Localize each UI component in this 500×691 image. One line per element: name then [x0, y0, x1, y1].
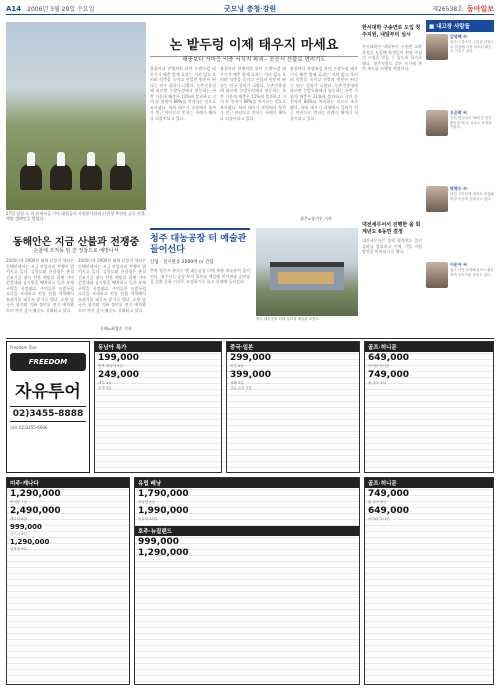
page-number: A14 — [6, 4, 22, 13]
avatar — [426, 34, 448, 60]
ad-price: 1,990,000 — [138, 506, 189, 516]
person-name: 이순자 씨 — [450, 262, 467, 267]
person-desc: 강원 원주에서 30년간 봉사활동을 해 온 공로로 표창을 받았다. — [450, 116, 492, 129]
ad-price: 199,000 — [98, 353, 139, 363]
ad-title: 중국·일본 — [227, 342, 359, 352]
travel-agency-ad[interactable] — [6, 341, 90, 473]
main-body-col3: 봄철마다 관행처럼 하던 논밭두렁 태우기가 해충 방제 효과는 거의 없고 오히려 익충을 죽이고 산불의 원인이 된다는 연구 결과가 나왔다. 농촌진흥청에 따르면 논밭두렁에서 월동하는 곤충 가운데 해충은 11%에 불과하고 거미 등 천적이 89%를 차지하는 것으로 조사됐다. 특히 태우기 과정에서 불씨가 인근 야산으로 번지는 사례가 해마다 되풀이되고 있다. — [290, 66, 358, 121]
left-subhead: 순찰에 조직동 된 군 정찰으로 예방나서 — [33, 248, 119, 254]
ad-package[interactable] — [226, 341, 360, 473]
person-desc: 충주시 청소년 수련관 관장으로 취임해 지역 청소년 활동을 이끌고 있다. — [450, 40, 494, 53]
ad-title: 골프·허니문 — [365, 342, 493, 352]
ad-price: 1,290,000 — [10, 538, 50, 546]
person-desc: 대전 시민단체 대표로 선출돼 환경 운동에 앞장서고 있다. — [450, 192, 494, 201]
ad-price: 249,000 — [98, 370, 139, 380]
newspaper-logo: 동아일보 — [466, 3, 494, 13]
ad-package[interactable] — [364, 341, 494, 473]
person-desc: 청주 지역 문화해설사로 활동하며 향토사를 알리고 있다. — [450, 268, 494, 277]
person-name: 김영배 씨 — [450, 34, 467, 39]
ad-line: 미서부 7일 — [10, 500, 27, 504]
concert-headline: 청주 대농공장 터 예술관 들어선다 — [150, 234, 247, 255]
ad-line: 사이판 허니문 — [368, 364, 390, 368]
people-section-header: ■ 내고장 사람들 — [426, 20, 494, 32]
person-entry — [426, 110, 494, 180]
photo-caption: 27일 강원 도 의 관계자들 기마 대원들이 자원봉사단과 산림청 추진단 공동 산불예방 캠페인을 벌였다. — [6, 211, 145, 221]
ad-price: 649,000 — [368, 353, 409, 363]
freedom-logo: FREEDOM — [10, 353, 86, 371]
ad-price: 649,000 — [368, 506, 409, 516]
ad-line: 괌 골프 4일 — [368, 500, 386, 504]
concert-meta: 산업 · 전시관동 2000여 ㎡ 건립 — [150, 260, 214, 265]
ad-line: 괌 골프 4일 — [368, 381, 386, 385]
building-photo — [256, 228, 358, 316]
left-byline: 동해=최창순 기자 — [100, 326, 132, 331]
main-headline: 논 밭두렁 이제 태우지 마세요 — [150, 34, 358, 57]
ad-line: 상해 3일 — [230, 381, 244, 385]
person-entry — [426, 186, 494, 256]
ad-line: 동유럽 10일 — [138, 517, 158, 521]
right-body: 한서대학은 내달부터 구송면 교육과정을 도입해 학생들이 현장 중심의 수업을 받을 수 있도록 하기로 했다. 청주지원도 같은 시기에 관련 제도를 시행할 예정이다. — [362, 44, 422, 71]
ad-price: 1,790,000 — [138, 489, 189, 499]
horse-patrol-photo — [6, 22, 146, 210]
person-name: 박병수 씨 — [450, 186, 467, 191]
left-body-col2: 2005년과 2000년 대형 산불이 잇따른 동해안에서는 지금 산불과의 전쟁이 벌어지고 있다. 강원도와 산림청은 봄철 건조기를 맞아 산불 예방을 위해 기마 순찰대와 감시원을 배치하고 입산 통제 구역을 지정했다. 주민들은 논밭두렁 소각을 자제하고 산림 인접 지역에서 쓰레기를 태우지 않기로 했다. 소방 당국은 헬기와 진화 장비를 전진 배치했으며 야간 감시 활동도 강화하고 있다. — [78, 258, 146, 313]
issue-date: 2006년 3월 29일 수요일 — [27, 6, 95, 13]
right-headline-2: 대전세무서서 진행한 올 회계년도 6동연 결정 — [362, 222, 421, 235]
avatar — [426, 110, 448, 136]
ad-line: 남북섬 9일 — [10, 547, 27, 551]
right-body-2: 대전세무서는 올해 회계연도 결산 결과를 발표하고 지역 기업 지원 방안을 마련하기로 했다. — [362, 238, 422, 254]
person-name: 오은희 씨 — [450, 110, 467, 115]
ad-price: 1,290,000 — [138, 548, 189, 558]
ad-divider — [6, 338, 494, 339]
ad-package[interactable] — [364, 477, 494, 685]
ad-line: 사이판 허니문 — [368, 517, 390, 521]
main-subhead: 해충보다 거미등 익충 서식지 파괴 - 곳곳서 산불로 번지기도 — [182, 57, 326, 63]
issue-number: 제26538호 — [432, 6, 463, 13]
avatar — [426, 186, 448, 212]
ad-line: 큐슈 온천 3일 — [230, 386, 252, 390]
ad-line: 세부 4일 — [98, 381, 112, 385]
ad-price: 399,000 — [230, 370, 271, 380]
ad-price: 1,290,000 — [10, 489, 61, 499]
ad-line: 방콕·파타야 5일 — [98, 364, 123, 368]
agency-name: 자유투어 — [15, 382, 81, 402]
left-body-col1: 2005년과 2000년 대형 산불이 잇따른 동해안에서는 지금 산불과의 전쟁이 벌어지고 있다. 강원도와 산림청은 봄철 건조기를 맞아 산불 예방을 위해 기마 순찰대와 감시원을 배치하고 입산 통제 구역을 지정했다. 주민들은 논밭두렁 소각을 자제하고 산림 인접 지역에서 쓰레기를 태우지 않기로 했다. 소방 당국은 헬기와 진화 장비를 전진 배치했으며 야간 감시 활동도 강화하고 있다. — [6, 258, 74, 313]
page-header — [6, 3, 494, 15]
ad-title: 유럽 배낭 — [135, 478, 359, 488]
avatar — [426, 262, 448, 288]
main-byline: 청주=장기우 기자 — [300, 216, 332, 221]
ad-title: 미주·캐나다 — [7, 478, 129, 488]
ad-title: 호주·뉴질랜드 — [135, 526, 359, 536]
ad-price: 999,000 — [138, 537, 179, 547]
agency-fax: 대표 02)3455-6666 — [10, 425, 48, 430]
person-entry — [426, 34, 494, 104]
agency-phone: 02)3455-8888 — [10, 406, 86, 422]
concert-hall-article — [150, 228, 250, 320]
ad-title: 동남아 특가 — [95, 342, 221, 352]
ad-line: 서유럽 9일 — [138, 500, 155, 504]
right-headline: 한서대학 구송면로 도입 청주지원, 내달부터 실시 — [362, 25, 421, 38]
ad-line: 푸켓 5일 — [98, 386, 112, 390]
ad-brand-sub: Freedom Tour — [10, 345, 38, 350]
ad-line: 북경 4일 — [230, 364, 244, 368]
ad-price: 299,000 — [230, 353, 271, 363]
ad-line: 시드니 6일 — [10, 532, 27, 536]
ad-line: 캐나다 8일 — [10, 517, 27, 521]
ad-package[interactable] — [134, 477, 360, 685]
building-caption: 청주 대농공장 터에 들어설 예술관 조감도. — [256, 317, 321, 321]
left-headline: 동해안은 지금 산불과 전쟁중 — [12, 237, 140, 248]
ad-price: 2,490,000 — [10, 506, 61, 516]
section-title: 굿모닝 충청·강원 — [223, 3, 277, 13]
ad-package[interactable] — [6, 477, 130, 685]
person-entry — [426, 262, 494, 332]
main-body-col2: 봄철마다 관행처럼 하던 논밭두렁 태우기가 해충 방제 효과는 거의 없고 오히려 익충을 죽이고 산불의 원인이 된다는 연구 결과가 나왔다. 농촌진흥청에 따르면 논밭두렁에서 월동하는 곤충 가운데 해충은 11%에 불과하고 거미 등 천적이 89%를 차지하는 것으로 조사됐다. 특히 태우기 과정에서 불씨가 인근 야산으로 번지는 사례가 해마다 되풀이되고 있다. — [220, 66, 286, 121]
ad-price: 749,000 — [368, 489, 409, 499]
ad-title: 골프·허니문 — [365, 478, 493, 488]
ad-price: 749,000 — [368, 370, 409, 380]
main-body-col1: 봄철마다 관행처럼 하던 논밭두렁 태우기가 해충 방제 효과는 거의 없고 오히려 익충을 죽이고 산불의 원인이 된다는 연구 결과가 나왔다. 농촌진흥청에 따르면 논밭두렁에서 월동하는 곤충 가운데 해충은 11%에 불과하고 거미 등 천적이 89%를 차지하는 것으로 조사됐다. 특히 태우기 과정에서 불씨가 인근 야산으로 번지는 사례가 해마다 되풀이되고 있다. — [150, 66, 216, 121]
ad-price: 999,000 — [10, 523, 42, 531]
concert-body: 충북 청주시 흥덕구 옛 대농공장 터에 복합 예술관이 들어선다. 청주시는 공장 부지 일부를 매입해 전시관과 공연장을 갖춘 문화 시설로 조성하기로 하고 설계에 들어갔다. — [150, 268, 250, 284]
ad-package[interactable] — [94, 341, 222, 473]
